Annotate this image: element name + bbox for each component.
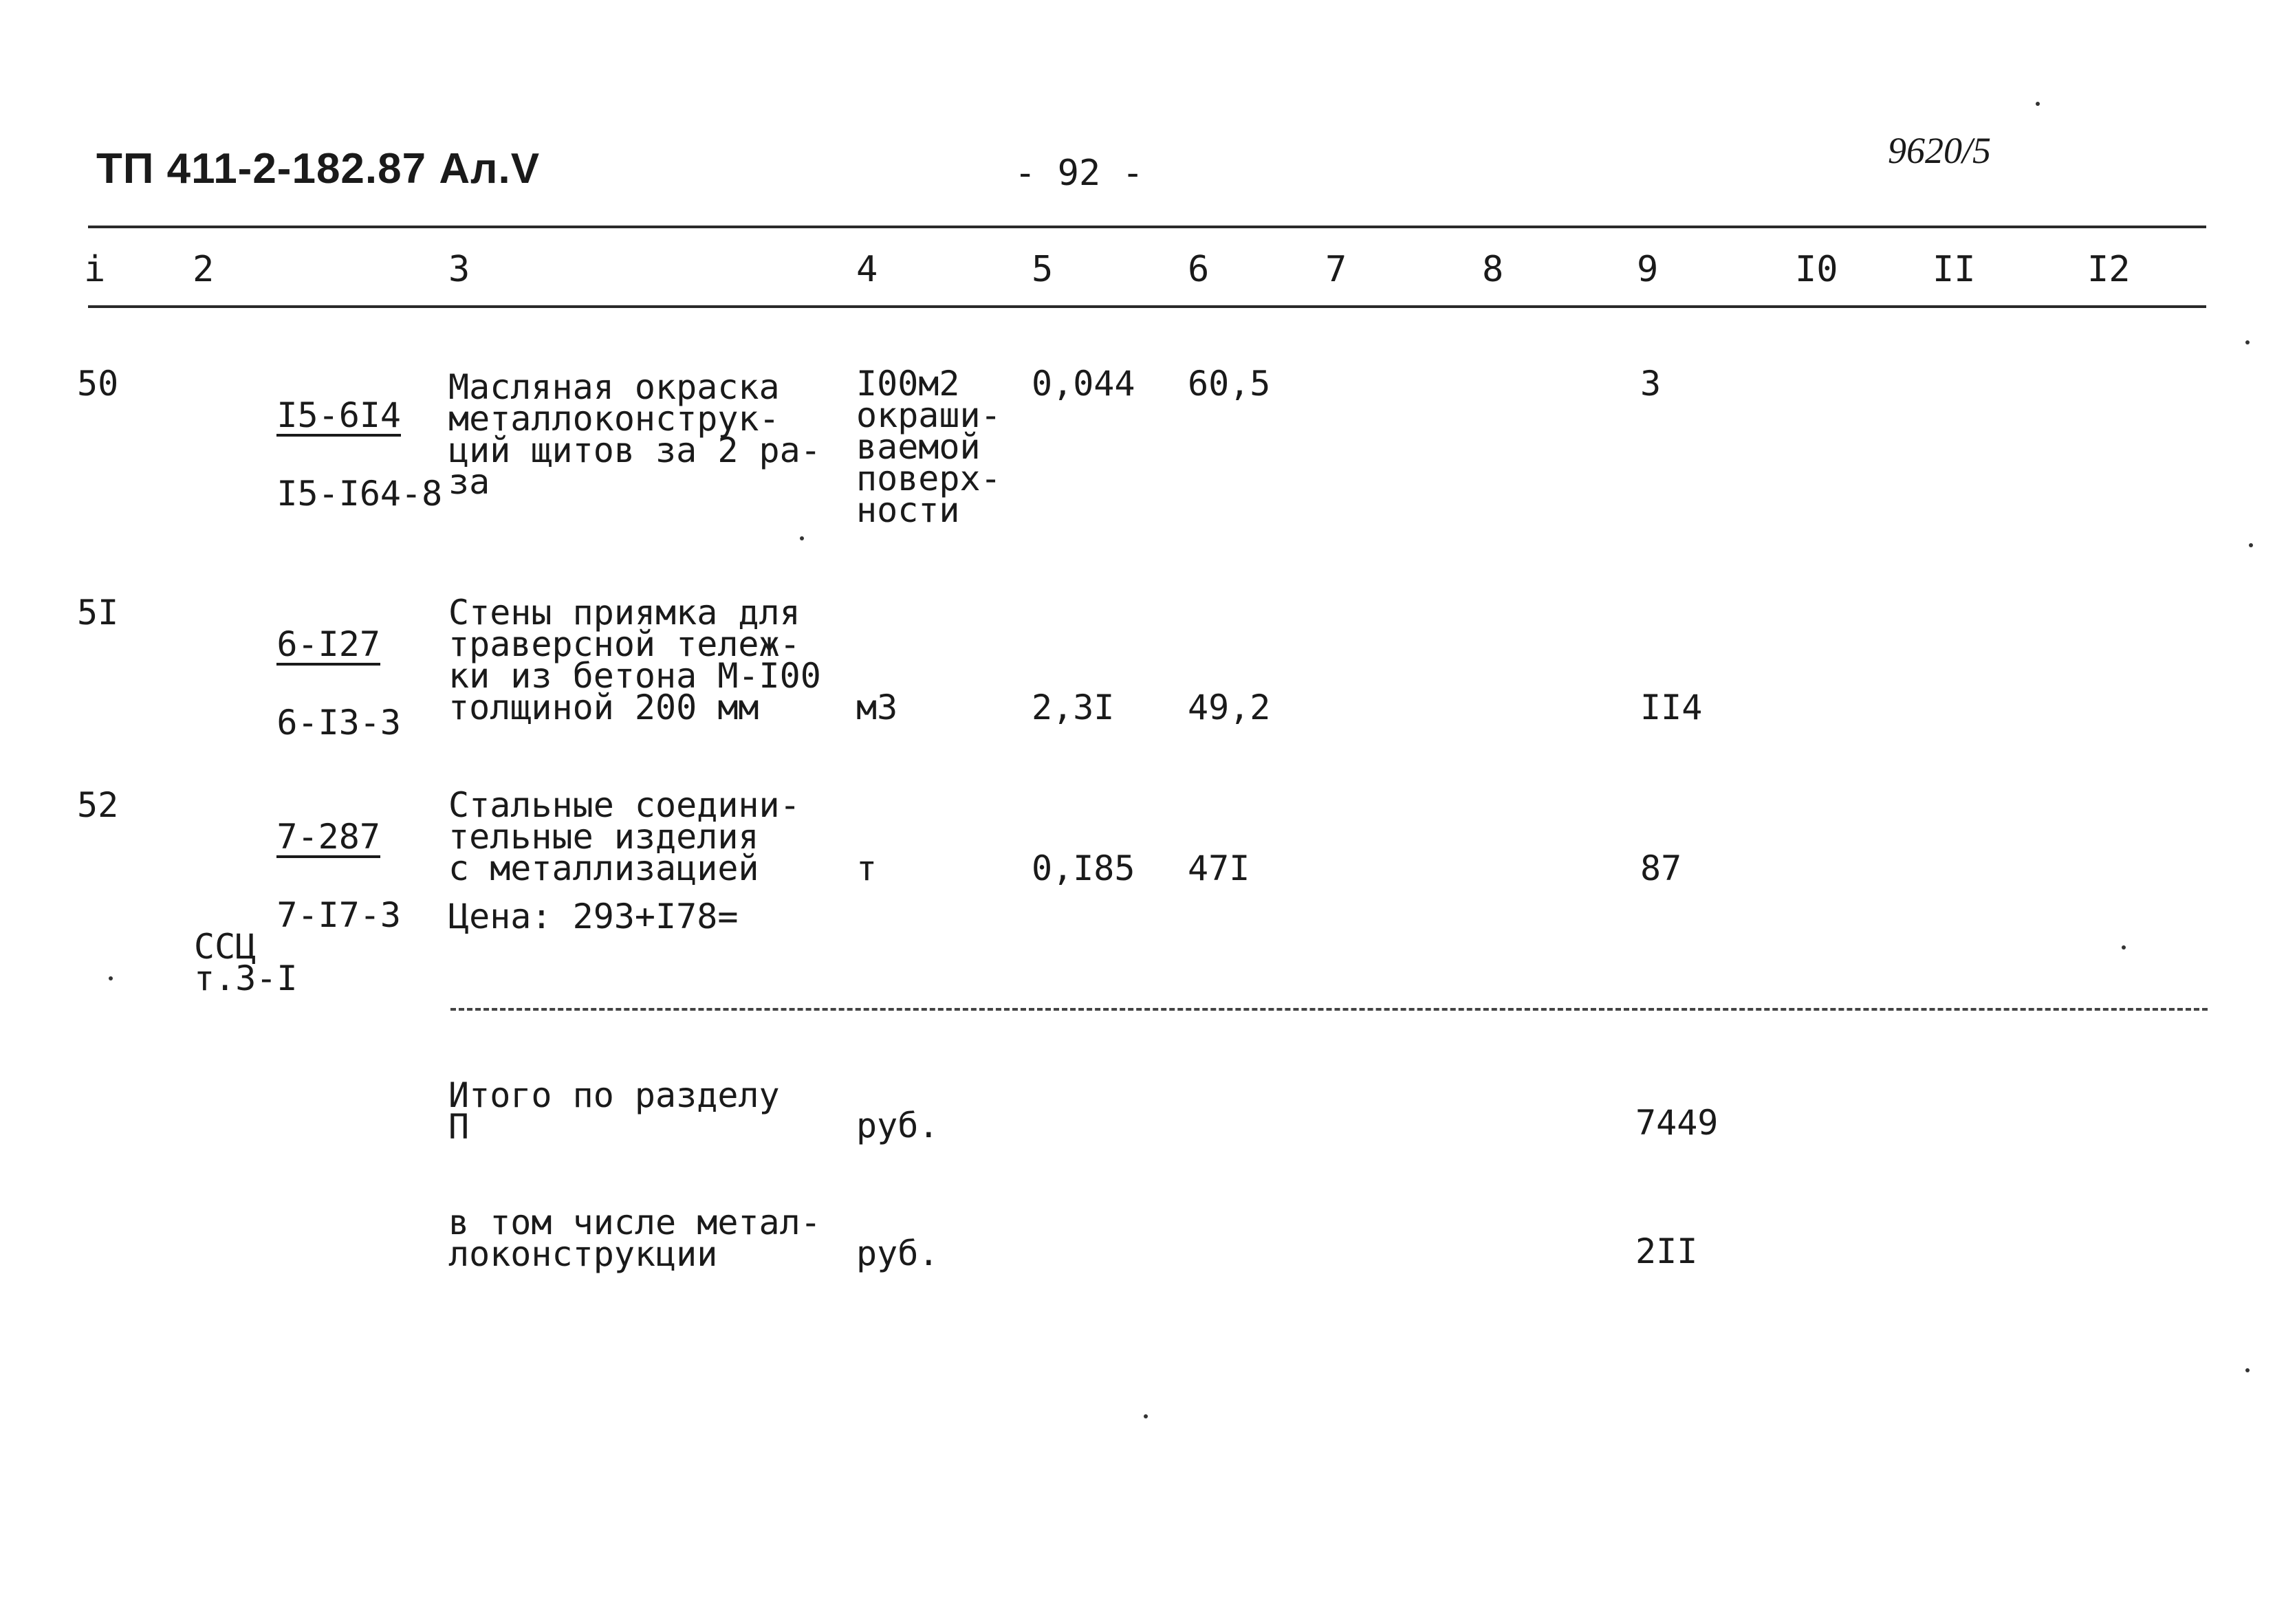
norm-code: [194, 789, 401, 1026]
scan-speck: [2122, 945, 2126, 950]
page-number: - 92 -: [1014, 153, 1144, 194]
norm-code-secondary: 6-I3-3: [276, 703, 402, 743]
column-header-7: 7: [1325, 249, 1347, 290]
scan-speck: [800, 536, 804, 540]
summary-label: Итого по разделу П: [448, 1075, 780, 1147]
norm-code-primary: I5-6I4: [276, 395, 402, 435]
column-header-9: 9: [1637, 249, 1659, 290]
price-note: Цена: 293+I78=: [448, 897, 739, 936]
scan-speck: [109, 976, 113, 980]
norm-code-primary: 7-287: [276, 817, 380, 857]
document-code: ТП 411-2-182.87 Ал.V: [96, 145, 541, 193]
norm-code-primary: 6-I27: [276, 624, 380, 664]
column-header-1: і: [84, 249, 106, 290]
row-number: 50: [77, 364, 119, 404]
header-bottom-rule: [88, 305, 2206, 308]
unit: I00м2 окраши- ваемой поверх- ности: [856, 364, 1001, 530]
column-header-11: II: [1933, 249, 1976, 290]
norm-code-secondary: I5-I64-8: [276, 474, 443, 514]
summary-total: 2II: [1635, 1231, 1698, 1271]
column-header-4: 4: [856, 249, 878, 290]
work-description: Стальные соедини- тельные изделия с металлизацией: [448, 785, 801, 888]
total-cost: 3: [1640, 364, 1662, 404]
quantity: 2,3I: [1032, 688, 1115, 727]
unit: т: [856, 848, 878, 888]
unit-price: 60,5: [1188, 364, 1271, 404]
column-header-5: 5: [1032, 249, 1054, 290]
column-header-6: 6: [1188, 249, 1210, 290]
row-number: 5I: [77, 593, 119, 633]
scan-speck: [2036, 102, 2040, 106]
column-header-2: 2: [193, 249, 215, 290]
column-header-12: I2: [2087, 249, 2131, 290]
quantity: 0,044: [1032, 364, 1135, 404]
total-cost: 87: [1640, 848, 1682, 888]
row-number: 52: [77, 785, 119, 825]
column-header-10: I0: [1795, 249, 1838, 290]
column-header-3: 3: [448, 249, 470, 290]
section-divider: [450, 1008, 2208, 1011]
summary-label: в том числе метал- локонструкции: [448, 1203, 821, 1274]
scan-speck: [2245, 1368, 2250, 1372]
quantity: 0,I85: [1032, 848, 1135, 888]
column-header-8: 8: [1482, 249, 1504, 290]
header-top-rule: [88, 226, 2206, 228]
scan-speck: [1144, 1414, 1148, 1418]
norm-code: [194, 368, 442, 541]
work-description: Масляная окраска металлоконструк- ций щитов за 2 ра- за: [448, 367, 821, 502]
unit-price: 49,2: [1188, 688, 1271, 727]
unit-price: 47I: [1188, 848, 1250, 888]
total-cost: II4: [1640, 688, 1703, 727]
norm-code: [194, 597, 401, 770]
scan-speck: [2249, 543, 2253, 547]
document-id: 9620/5: [1888, 130, 1992, 171]
work-description: Стены приямка для траверсной тележ- ки из бетона М-I00 толщиной 200 мм: [448, 593, 821, 727]
scan-speck: [2245, 340, 2250, 344]
unit: м3: [856, 688, 898, 727]
summary-total: 7449: [1635, 1103, 1719, 1143]
norm-code-secondary: 7-I7-3 ССЦ т.3-I: [194, 895, 402, 998]
summary-unit: руб.: [856, 1233, 939, 1273]
summary-unit: руб.: [856, 1106, 939, 1145]
